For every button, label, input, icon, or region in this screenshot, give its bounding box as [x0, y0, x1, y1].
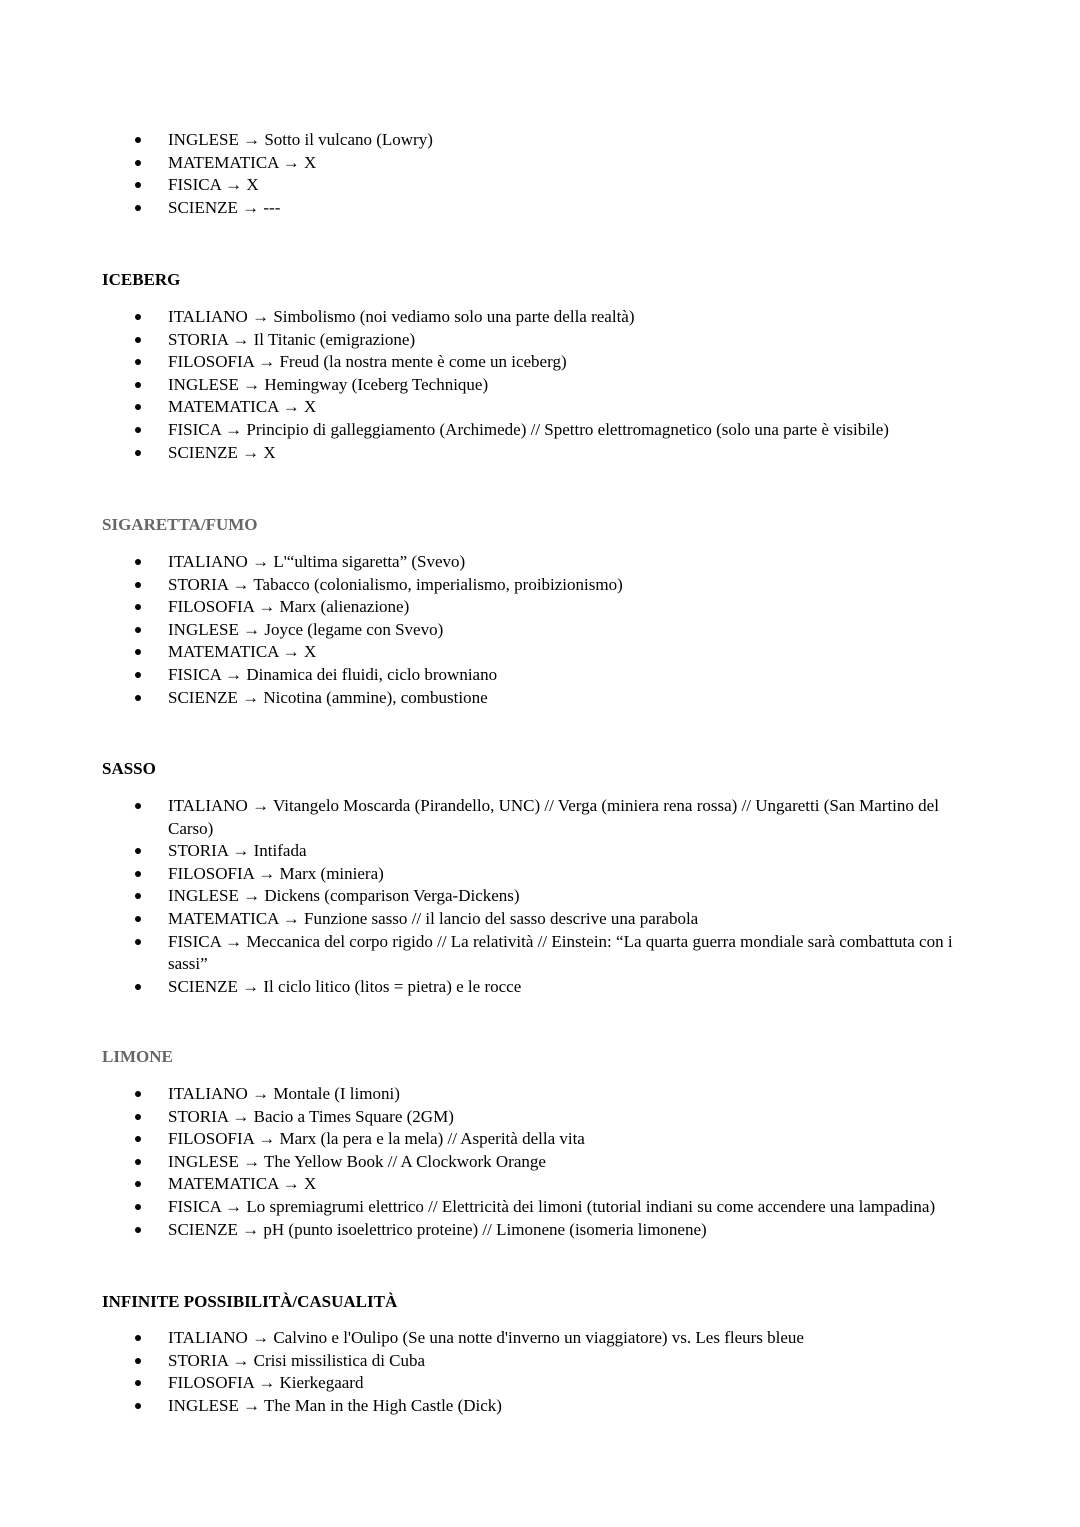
list-item — [0, 619, 1080, 642]
list-item — [0, 574, 1080, 597]
list-item — [0, 152, 1080, 175]
bullet-icon — [135, 939, 141, 945]
list-item-text: FILOSOFIA → Kierkegaard — [168, 1373, 364, 1393]
list-item-text: FISICA → X — [168, 175, 259, 195]
list-item-text: FILOSOFIA → Freud (la nostra mente è come un iceberg) — [168, 352, 567, 372]
bullet-icon — [135, 314, 141, 320]
bullet-icon — [135, 604, 141, 610]
section-continuation-list — [0, 129, 1080, 219]
bullet-icon — [135, 559, 141, 565]
list-item — [0, 885, 1080, 908]
list-item-text: FILOSOFIA → Marx (alienazione) — [168, 597, 410, 617]
list-item — [0, 1173, 1080, 1196]
list-item — [0, 1083, 1080, 1106]
list-item-text: MATEMATICA → X — [168, 1174, 317, 1194]
list-item — [0, 396, 1080, 419]
bullet-icon — [135, 1181, 141, 1187]
section-title: SIGARETTA/FUMO — [102, 515, 258, 534]
list-item — [0, 419, 1080, 442]
list-item-text: MATEMATICA → Funzione sasso // il lancio del sasso descrive una parabola — [168, 908, 699, 928]
list-item — [0, 306, 1080, 329]
list-item — [0, 551, 1080, 574]
section-iceberg-list — [0, 306, 1080, 464]
section-title: LIMONE — [102, 1047, 173, 1066]
section-limone-list — [0, 1083, 1080, 1241]
list-item-text: SCIENZE → --- — [168, 197, 281, 217]
list-item-text: ITALIANO → L'“ultima sigaretta” (Svevo) — [168, 552, 466, 571]
section-infinite-possibilita-list — [0, 1327, 1080, 1417]
bullet-icon — [135, 1358, 141, 1364]
list-item-text: ITALIANO → Calvino e l'Oulipo (Se una notte d'inverno un viaggiatore) vs. Les fleurs bleue — [168, 1328, 804, 1347]
list-item — [0, 1196, 1080, 1219]
list-item-text: INGLESE → Sotto il vulcano (Lowry) — [168, 130, 433, 149]
list-item — [0, 840, 1080, 863]
list-item-text: FISICA → Dinamica dei fluidi, ciclo browniano — [168, 664, 498, 684]
bullet-icon — [135, 182, 141, 188]
list-item — [0, 863, 1080, 886]
bullet-icon — [135, 450, 141, 456]
bullet-icon — [135, 695, 141, 701]
bullet-icon — [135, 649, 141, 655]
list-item-text: ITALIANO → Montale (I limoni) — [168, 1084, 400, 1103]
bullet-icon — [135, 427, 141, 433]
list-item-text: INGLESE → The Man in the High Castle (Dick) — [168, 1395, 502, 1415]
bullet-icon — [135, 1335, 141, 1341]
list-item — [0, 351, 1080, 374]
list-item-text: SCIENZE → X — [168, 442, 276, 462]
bullet-icon — [135, 1136, 141, 1142]
list-item-text: SCIENZE → Nicotina (ammine), combustione — [168, 687, 488, 707]
list-item-text: FISICA → Principio di galleggiamento (Archimede) // Spettro elettromagnetico (solo una parte è visibile) — [168, 419, 889, 439]
list-item — [0, 442, 1080, 465]
bullet-icon — [135, 803, 141, 809]
bullet-icon — [135, 916, 141, 922]
section-sigaretta-fumo-list — [0, 551, 1080, 709]
list-item-text: FISICA → Meccanica del corpo rigido // La relatività // Einstein: “La quarta guerra mondiale sarà combattuta con i sassi” — [168, 931, 953, 974]
bullet-icon — [135, 627, 141, 633]
list-item-text: STORIA → Il Titanic (emigrazione) — [168, 329, 416, 349]
list-item — [0, 931, 1080, 976]
section-title: ICEBERG — [102, 270, 181, 289]
list-item-text: MATEMATICA → X — [168, 152, 317, 172]
list-item — [0, 596, 1080, 619]
list-item-text: MATEMATICA → X — [168, 397, 317, 417]
bullet-icon — [135, 1159, 141, 1165]
list-item — [0, 908, 1080, 931]
bullet-icon — [135, 1227, 141, 1233]
section-sasso-list — [0, 795, 1080, 998]
list-item-text: INGLESE → Hemingway (Iceberg Technique) — [168, 374, 489, 394]
list-item — [0, 129, 1080, 152]
bullet-icon — [135, 1091, 141, 1097]
list-item-text: FILOSOFIA → Marx (miniera) — [168, 863, 384, 883]
list-item — [0, 1151, 1080, 1174]
list-item-text: INGLESE → Joyce (legame con Svevo) — [168, 619, 444, 639]
list-item — [0, 1350, 1080, 1373]
bullet-icon — [135, 582, 141, 588]
bullet-icon — [135, 984, 141, 990]
bullet-icon — [135, 893, 141, 899]
bullet-icon — [135, 205, 141, 211]
list-item-text: ITALIANO → Vitangelo Moscarda (Pirandello, UNC) // Verga (miniera rena rossa) // Ungaretti (San Martino del Carso) — [168, 796, 939, 838]
list-item-text: SCIENZE → Il ciclo litico (litos = pietra) e le rocce — [168, 976, 522, 996]
list-item — [0, 795, 1080, 840]
list-item — [0, 1128, 1080, 1151]
section-title: INFINITE POSSIBILITÀ/CASUALITÀ — [102, 1292, 398, 1311]
bullet-icon — [135, 337, 141, 343]
bullet-icon — [135, 871, 141, 877]
bullet-icon — [135, 1403, 141, 1409]
list-item — [0, 1106, 1080, 1129]
list-item — [0, 664, 1080, 687]
list-item-text: STORIA → Crisi missilistica di Cuba — [168, 1350, 426, 1370]
list-item-text: STORIA → Tabacco (colonialismo, imperialismo, proibizionismo) — [168, 574, 623, 594]
list-item — [0, 641, 1080, 664]
list-item-text: STORIA → Bacio a Times Square (2GM) — [168, 1106, 454, 1126]
section-title: SASSO — [102, 759, 156, 778]
list-item — [0, 174, 1080, 197]
list-item — [0, 687, 1080, 710]
bullet-icon — [135, 359, 141, 365]
list-item — [0, 197, 1080, 220]
list-item — [0, 329, 1080, 352]
bullet-icon — [135, 137, 141, 143]
list-item — [0, 374, 1080, 397]
list-item-text: FISICA → Lo spremiagrumi elettrico // Elettricità dei limoni (tutorial indiani su come accendere una lampadina) — [168, 1196, 936, 1216]
bullet-icon — [135, 160, 141, 166]
list-item-text: INGLESE → Dickens (comparison Verga-Dickens) — [168, 886, 520, 906]
list-item — [0, 1219, 1080, 1242]
list-item — [0, 976, 1080, 999]
list-item — [0, 1327, 1080, 1350]
list-item-text: FILOSOFIA → Marx (la pera e la mela) // Asperità della vita — [168, 1129, 585, 1149]
bullet-icon — [135, 848, 141, 854]
bullet-icon — [135, 1204, 141, 1210]
list-item-text: MATEMATICA → X — [168, 642, 317, 662]
list-item — [0, 1372, 1080, 1395]
list-item-text: INGLESE → The Yellow Book // A Clockwork Orange — [168, 1151, 546, 1171]
bullet-icon — [135, 1380, 141, 1386]
bullet-icon — [135, 672, 141, 678]
bullet-icon — [135, 382, 141, 388]
bullet-icon — [135, 1114, 141, 1120]
list-item — [0, 1395, 1080, 1418]
list-item-text: STORIA → Intifada — [168, 841, 307, 861]
bullet-icon — [135, 404, 141, 410]
list-item-text: ITALIANO → Simbolismo (noi vediamo solo una parte della realtà) — [168, 307, 635, 326]
list-item-text: SCIENZE → pH (punto isoelettrico proteine) // Limonene (isomeria limonene) — [168, 1219, 707, 1239]
